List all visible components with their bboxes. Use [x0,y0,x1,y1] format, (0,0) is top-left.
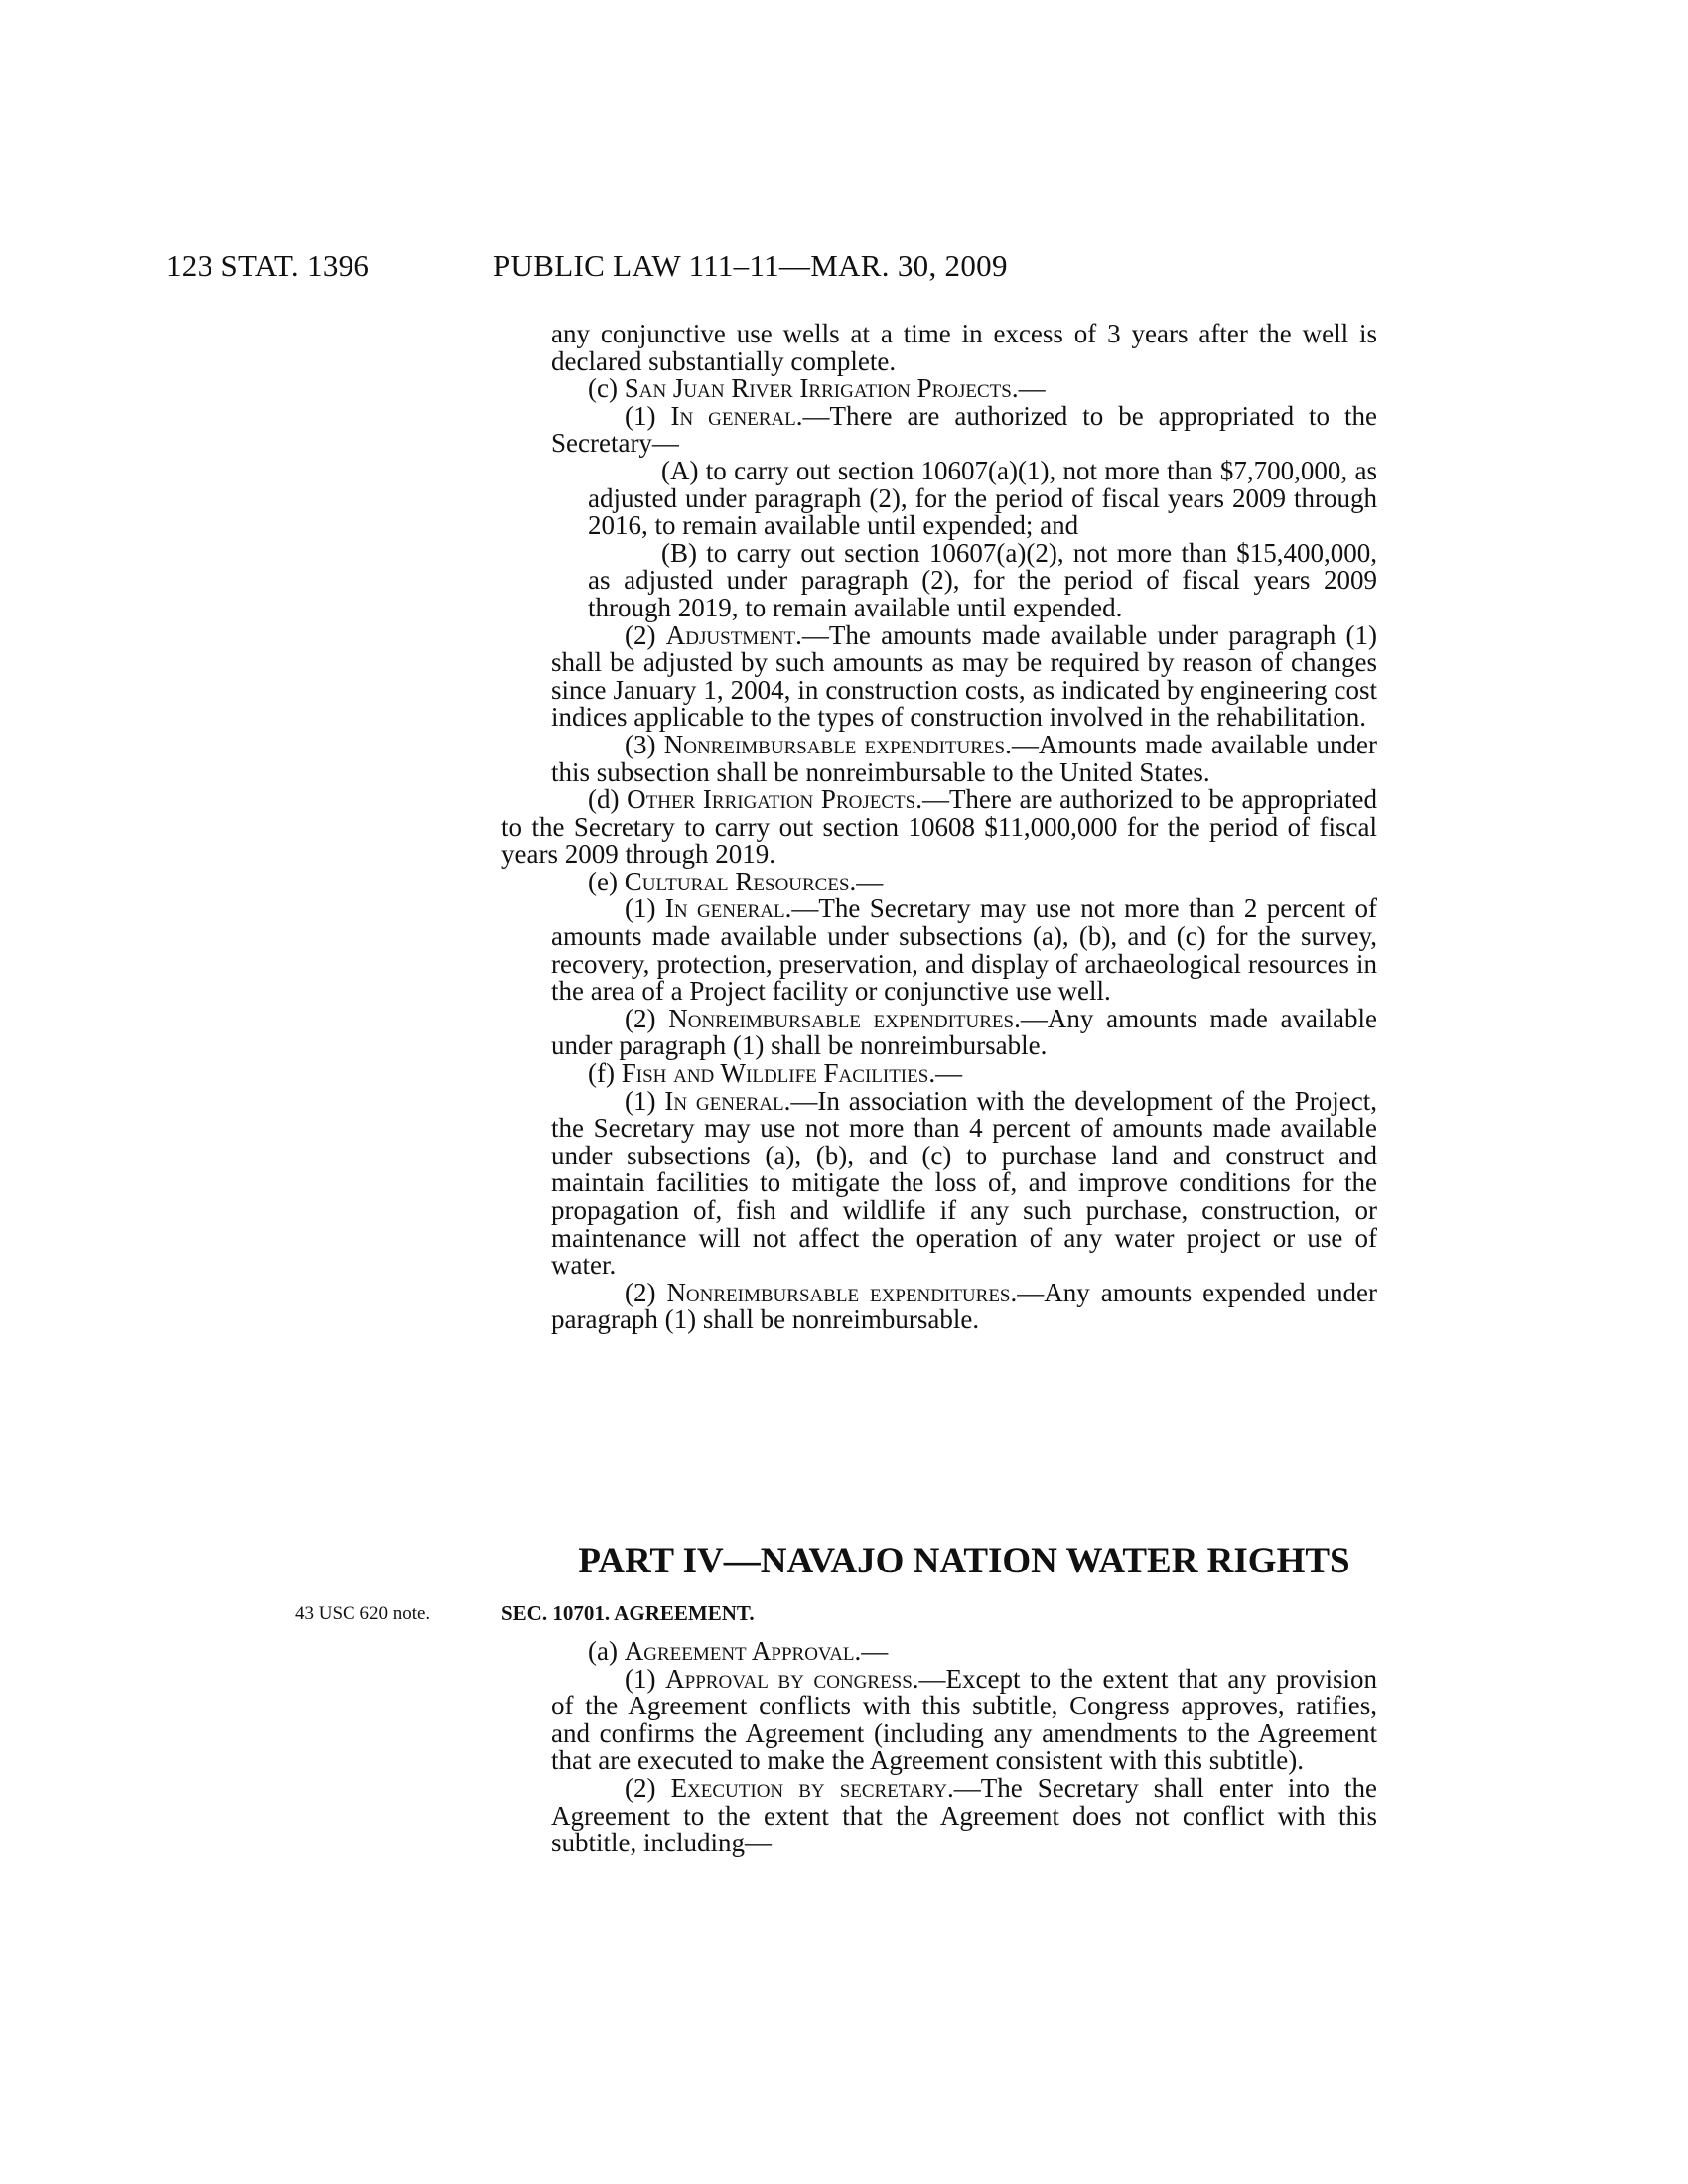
subsection-heading: Cultural Resources [624,866,850,896]
margin-note: 43 USC 620 note. [295,1603,431,1624]
paragraph-e2: (2) Nonreimbursable expenditures.—Any amounts made available under paragraph (1) shall be nonreimbursable. [551,1003,1378,1061]
statute-body-text [501,319,1378,1335]
paragraph-e1: (1) In general.—The Secretary may use not more than 2 percent of amounts made available under subsections (a), (b), and (c) for the survey, recovery, protection, preservation, and display of archaeological resources in the area of a Project facility or conjunctive use well. [551,893,1377,1007]
paragraph-heading: Nonreimbursable expenditures [663,729,1006,759]
page-stat-citation: 123 STAT. 1396 [166,248,370,283]
running-header: PUBLIC LAW 111–11—MAR. 30, 2009 [493,248,1008,283]
paragraph-c1: (1) In general.—There are authorized to be appropriated to the Secretary— [551,400,1378,459]
part-heading: PART IV—NAVAJO NATION WATER RIGHTS [578,1541,1350,1581]
subparagraph-c1a: (A) to carry out section 10607(a)(1), not more than $7,700,000, as adjusted under paragraph (2), for the period of fiscal years 2009 through 2016, to remain available until expended; and [588,455,1377,541]
paragraph-c3: (3) Nonreimbursable expenditures.—Amounts made available under this subsection shall be nonreimbursable to the United States. [551,729,1377,787]
paragraph-heading: In general [664,893,785,924]
paragraph-heading: Adjustment [665,619,796,650]
section-heading: SEC. 10701. AGREEMENT. [501,1601,755,1625]
subsection-heading: Other Irrigation Projects [627,784,916,815]
paragraph-a2: (2) Execution by secretary.—The Secretary shall enter into the Agreement to the extent that the Agreement does not conflict with this subtitle, including— [551,1772,1377,1858]
paragraph-heading: Nonreimbursable expenditures [668,1003,1015,1033]
subsection-heading: San Juan River Irrigation Projects [624,373,1012,404]
subsection-d: (d) Other Irrigation Projects.—There are authorized to be appropriated to the Secretary to carry out section 10608 $11,000,000 for the period of fiscal years 2009 through 2019. [501,784,1377,870]
paragraph-heading: In general [664,1085,784,1116]
paragraph-continuation: any conjunctive use wells at a time in excess of 3 years after the well is declared substantially complete. [551,319,1377,376]
section-10701-body [551,1638,1377,1857]
paragraph-f1: (1) In general.—In association with the development of the Project, the Secretary may use not more than 4 percent of amounts made available under subsections (a), (b), and (c) to purchase land and construct and maintain facilities to mitigate the loss of, and improve conditions for the propagation of, fish and wildlife if any such purchase, construction, or maintenance will not affect the operation of any water project or use of water. [551,1085,1378,1281]
subsection-c: (c) San Juan River Irrigation Projects.— [588,373,1046,404]
subsection-a: (a) Agreement Approval.— [588,1636,889,1666]
paragraph-heading: Nonreimbursable expenditures [666,1277,1011,1307]
paragraph-f2: (2) Nonreimbursable expenditures.—Any amounts expended under paragraph (1) shall be nonreimbursable. [551,1277,1378,1335]
subsection-heading: Agreement Approval [624,1636,855,1666]
paragraph-a1: (1) Approval by congress.—Except to the extent that any provision of the Agreement conflicts with this subtitle, Congress approves, ratifies, and confirms the Agreement (including any amendments to the Agreement that are executed to make the Agreement consistent with this subtitle). [551,1663,1377,1776]
paragraph-heading: Approval by congress [665,1663,913,1694]
paragraph-heading: In general [670,400,796,431]
paragraph-c2: (2) Adjustment.—The amounts made available under paragraph (1) shall be adjusted by such amounts as may be required by reason of changes since January 1, 2004, in construction costs, as indicated by engineering cost indices applicable to the types of construction involved in the rehabilitation. [551,619,1377,733]
paragraph-heading: Execution by secretary [670,1772,947,1803]
subsection-e: (e) Cultural Resources.— [588,866,884,896]
subsection-heading: Fish and Wildlife Facilities [621,1058,929,1089]
subparagraph-c1b: (B) to carry out section 10607(a)(2), not more than $15,400,000, as adjusted under paragraph (2), for the period of fiscal years 2009 through 2019, to remain available until expended. [588,537,1377,622]
subsection-f: (f) Fish and Wildlife Facilities.— [588,1058,963,1089]
